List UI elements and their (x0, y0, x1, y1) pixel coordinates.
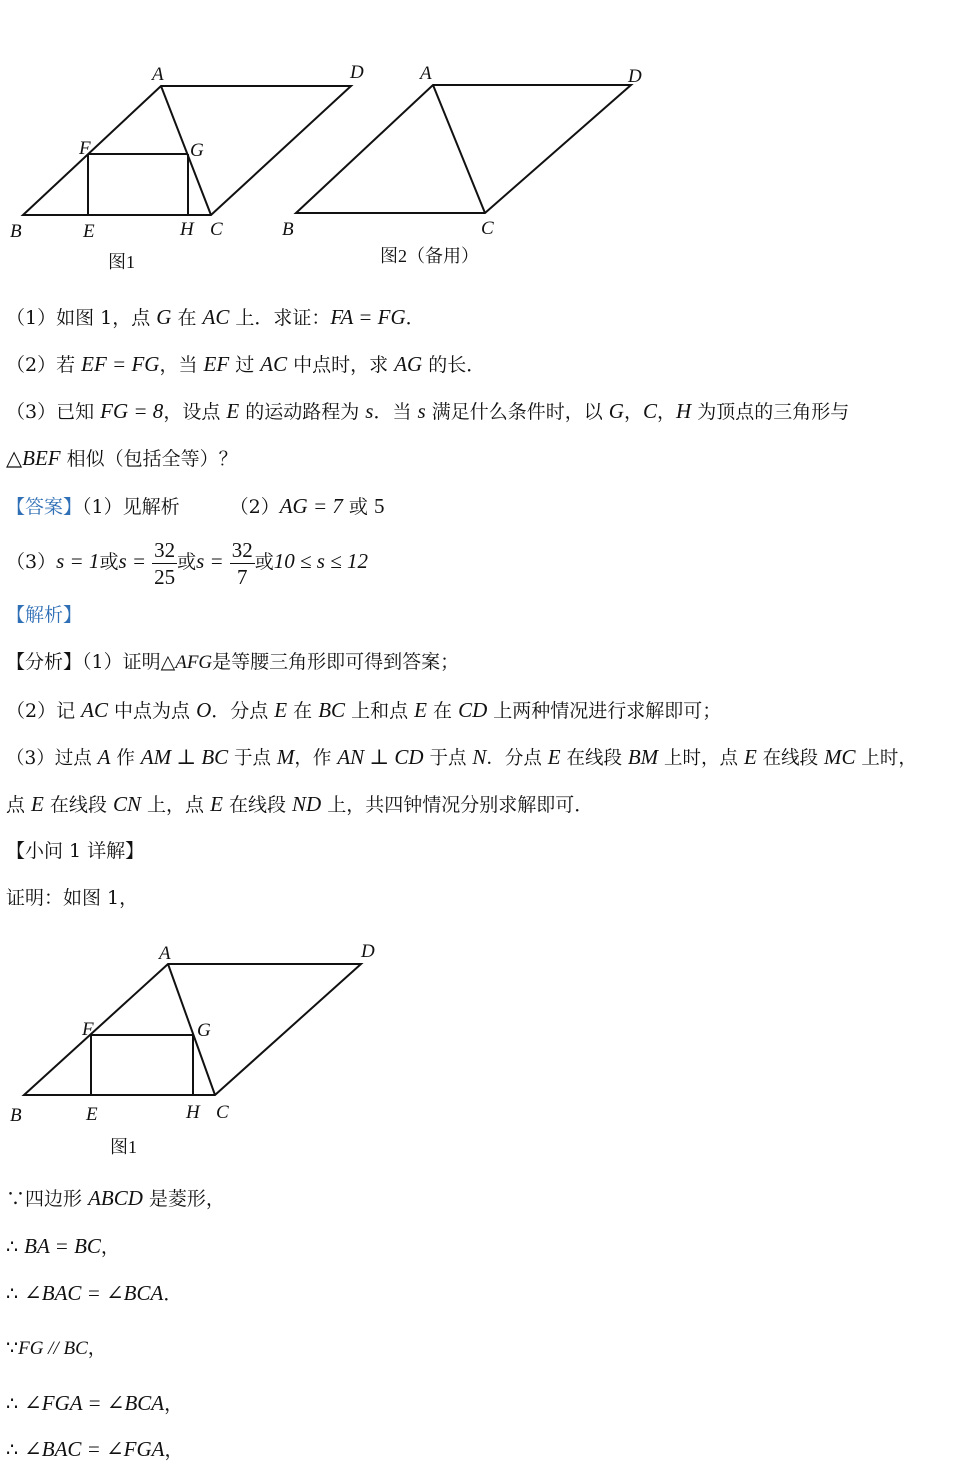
answer-line2: （3）s = 1或s = $\frac{32}{25}$ 或s = $\frac{32}{7}$ 或10 ≤ s ≤ 12 (6, 537, 368, 589)
label-F: F (79, 138, 91, 159)
figure-2 (270, 55, 670, 285)
analysis-1: 【分析】（1）证明△AFG是等腰三角形即可得到答案； (6, 651, 460, 673)
analysis-4: 点 E 在线段 CN 上，点 E 在线段 ND 上，共四钟情况分别求解即可． (6, 792, 594, 816)
label-C2: C (481, 218, 494, 239)
step-3: ∴ ∠BAC = ∠BCA． (6, 1281, 183, 1305)
step-6: ∴ ∠BAC = ∠FGA， (6, 1437, 184, 1461)
label-A: A (152, 64, 164, 85)
figure-2-caption: 图2（备用） (380, 246, 479, 266)
detail-heading: 【小问 1 详解】 (6, 840, 145, 862)
detail-intro: 证明：如图 1， (6, 887, 139, 909)
label-F3: F (82, 1019, 94, 1040)
label-G: G (190, 140, 204, 161)
q1-text: （1）如图 1，点 (6, 307, 157, 329)
question-1: （1）如图 1，点 G 在 AC 上．求证：FA = FG． (6, 305, 425, 329)
label-E3: E (86, 1104, 98, 1125)
label-D: D (350, 62, 364, 83)
analysis-tag: 【解析】 (6, 604, 83, 626)
step-2: ∴ BA = BC， (6, 1234, 120, 1258)
step-1: ∵四边形 ABCD 是菱形， (6, 1186, 225, 1210)
figure-1-caption: 图1 (108, 252, 135, 272)
label-G3: G (197, 1020, 211, 1041)
label-D2: D (628, 66, 642, 87)
figure-1-repeat-caption: 图1 (110, 1137, 137, 1157)
label-E: E (83, 221, 95, 242)
figure-1-repeat (0, 935, 390, 1165)
label-B2: B (282, 219, 294, 240)
fraction-32-25: $\frac{32}{25}$ (154, 537, 176, 589)
label-C3: C (216, 1102, 229, 1123)
label-B3: B (10, 1105, 22, 1126)
label-A2: A (420, 63, 432, 84)
label-A3: A (159, 943, 171, 964)
fraction-32-7: $\frac{32}{7}$ (231, 537, 253, 589)
label-H: H (180, 219, 194, 240)
step-4: ∵FG // BC， (6, 1337, 107, 1359)
answer-line1: 【答案】（1）见解析 （2）AG = 7 或 5 (6, 494, 385, 518)
step-5: ∴ ∠FGA = ∠BCA， (6, 1391, 184, 1415)
analysis-3: （3）过点 A 作 AM ⊥ BC 于点 M，作 AN ⊥ CD 于点 N．分点 E 在线段 BM 上时，点 E 在线段 MC 上时， (6, 745, 917, 769)
question-2: （2）若 EF = FG，当 EF 过 AC 中点时，求 AG 的长． (6, 352, 486, 376)
question-3-line2: △BEF 相似（包括全等）？ (6, 446, 238, 470)
label-D3: D (361, 941, 375, 962)
label-B: B (10, 221, 22, 242)
analysis-2: （2）记 AC 中点为点 O．分点 E 在 BC 上和点 E 在 CD 上两种情况进行求解即可； (6, 698, 722, 722)
answer-tag: 【答案】 (6, 496, 83, 518)
label-H3: H (186, 1102, 200, 1123)
question-3-line1: （3）已知 FG = 8，设点 E 的运动路程为 s．当 s 满足什么条件时，以 G，C，H 为顶点的三角形与 (6, 399, 850, 423)
label-C: C (210, 219, 223, 240)
